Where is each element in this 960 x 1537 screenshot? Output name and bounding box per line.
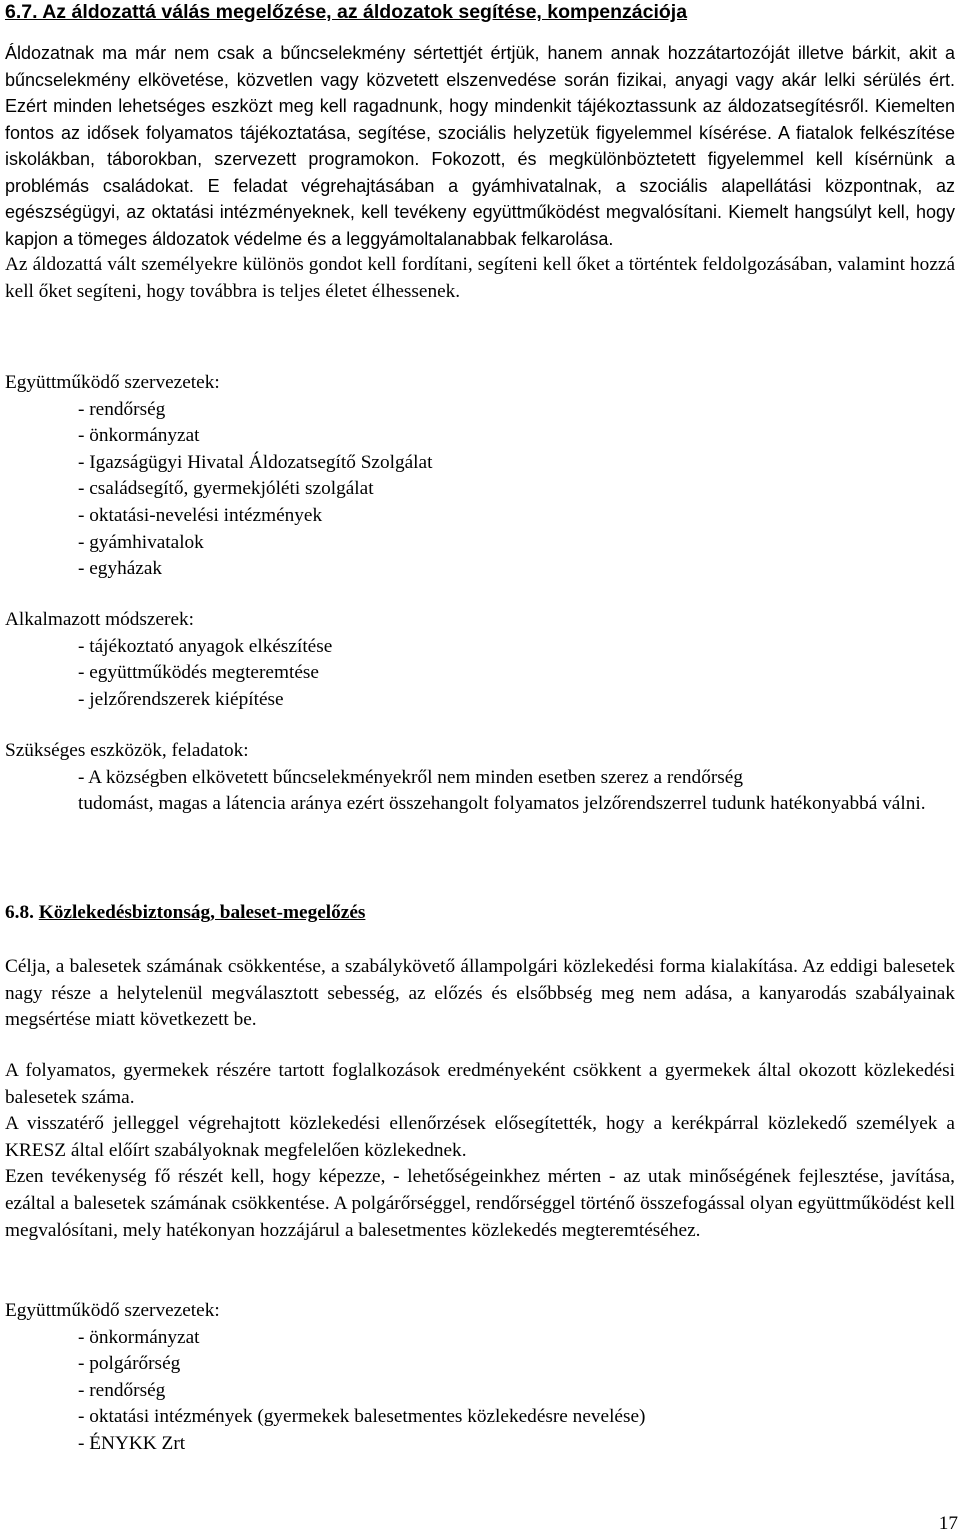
list-item: - oktatási intézmények (gyermekek balesetmentes közlekedésre nevelése) — [78, 1406, 646, 1428]
list-item: - gyámhivatalok — [78, 531, 204, 553]
partners-list — [5, 397, 955, 583]
page-number: 17 — [938, 1513, 958, 1534]
partners-list — [5, 1325, 955, 1458]
methods-label: Alkalmazott módszerek: — [5, 609, 194, 630]
paragraph: A visszatérő jelleggel végrehajtott közlekedési ellenőrzések elősegítették, hogy a kerékpárral közlekedő személyek a KRESZ által előírt szabályoknak megfelelően közlekednek. — [5, 1113, 955, 1161]
list-item: - oktatási-nevelési intézmények — [78, 504, 323, 526]
paragraph: Áldozatnak ma már nem csak a bűncselekmény sértettjét értjük, hanem annak hozzátartozóját illetve bárkit, akit a bűncselekmény elkövetése, közvetlen vagy közvetett elszenvedése során fizikai, anyagi vagy akár lelki sérülés ért. Ezért minden lehetséges eszközt meg kell ragadnunk, hogy mindenkit tájékoztassunk az áldozatsegítésről. Kiemelten fontos az idősek folyamatos tájékoztatása, segítése, szociális helyzetük figyelemmel kísérése. A fiatalok felkészítése iskolákban, táborokban, szervezett programokon. Fokozott, és megkülönböztetett figyelemmel kell kísérnünk a problémás családokat. E feladat végrehajtásában a gyámhivatalnak, a szociális alapellátási központnak, az egészségügyi, az oktatási intézményeknek, kell tevékeny együttműködést megvalósítani. Kiemelt hangsúlyt kell, hogy kapjon a tömeges áldozatok védelme és a leggyámoltalanabbak felkarolása. — [5, 43, 955, 249]
paragraph: A folyamatos, gyermekek részére tartott foglalkozások eredményeként csökkent a gyermekek által okozott közlekedési balesetek száma. — [5, 1060, 955, 1108]
tools-block — [5, 738, 955, 818]
paragraph: Az áldozattá vált személyekre különös gondot kell fordítani, segíteni kell őket a történtek feldolgozásában, valamint hozzá kell őket segíteni, hogy továbbra is teljes életet élhessenek. — [5, 254, 955, 302]
section-6-8-paras — [5, 1058, 955, 1244]
list-item: - tájékoztató anyagok elkészítése — [78, 635, 333, 657]
list-item: - családsegítő, gyermekjóléti szolgálat — [78, 478, 374, 500]
paragraph: Célja, a balesetek számának csökkentése, a szabálykövető állampolgári közlekedési forma kialakítása. Az eddigi balesetek nagy része a helytelenül megválasztott sebesség, az előzés és elsőbbség meg nem adása, a kanyarodás szabályainak megsértése miatt következett be. — [5, 956, 955, 1031]
list-item: - egyházak — [78, 558, 163, 580]
list-item: - jelzőrendszerek kiépítése — [78, 688, 284, 710]
section-6-8-title — [5, 900, 365, 926]
list-item: - önkormányzat — [78, 1326, 200, 1348]
tools-item-rest: tudomást, magas a látencia aránya ezért összehangolt folyamatos jelzőrendszerrel tudunk hatékonyabbá válni. — [78, 793, 926, 815]
list-item: - polgárőrség — [78, 1353, 181, 1375]
partners-block-2 — [5, 1298, 955, 1458]
list-item: - Igazságügyi Hivatal Áldozatsegítő Szolgálat — [78, 451, 433, 473]
paragraph: Ezen tevékenység fő részét kell, hogy képezze, - lehetőségeinkhez mérten - az utak minőségének fejlesztése, javítása, ezáltal a balesetek számának csökkentése. A polgárőrséggel, rendőrséggel történő összefogással olyan együttműködést kell megvalósítani, mely hatékonyan hozzájárul a balesetmentes közlekedés megteremtéséhez. — [5, 1166, 955, 1241]
list-item: - rendőrség — [78, 398, 166, 420]
section-6-7 — [5, 0, 955, 305]
tools-item-first-line: - A községben elkövetett bűncselekményekről nem minden esetben szerez a rendőrség — [78, 766, 743, 788]
list-item: - ÉNYKK Zrt — [78, 1432, 186, 1454]
list-item: - rendőrség — [78, 1379, 166, 1401]
tools-label: Szükséges eszközök, feladatok: — [5, 740, 249, 761]
partners-label: Együttműködő szervezetek: — [5, 1300, 220, 1321]
section-title: 6.7. Az áldozattá válás megelőzése, az áldozatok segítése, kompenzációja — [5, 1, 688, 23]
section-title: Közlekedésbiztonság, baleset-megelőzés — [38, 902, 366, 923]
partners-label: Együttműködő szervezetek: — [5, 372, 220, 393]
methods-list — [5, 634, 955, 714]
partners-block — [5, 370, 955, 583]
section-number: 6.8. — [5, 902, 34, 923]
methods-block — [5, 607, 955, 713]
section-6-8-para1 — [5, 954, 955, 1034]
list-item: - együttműködés megteremtése — [78, 662, 319, 684]
list-item: - önkormányzat — [78, 425, 200, 447]
